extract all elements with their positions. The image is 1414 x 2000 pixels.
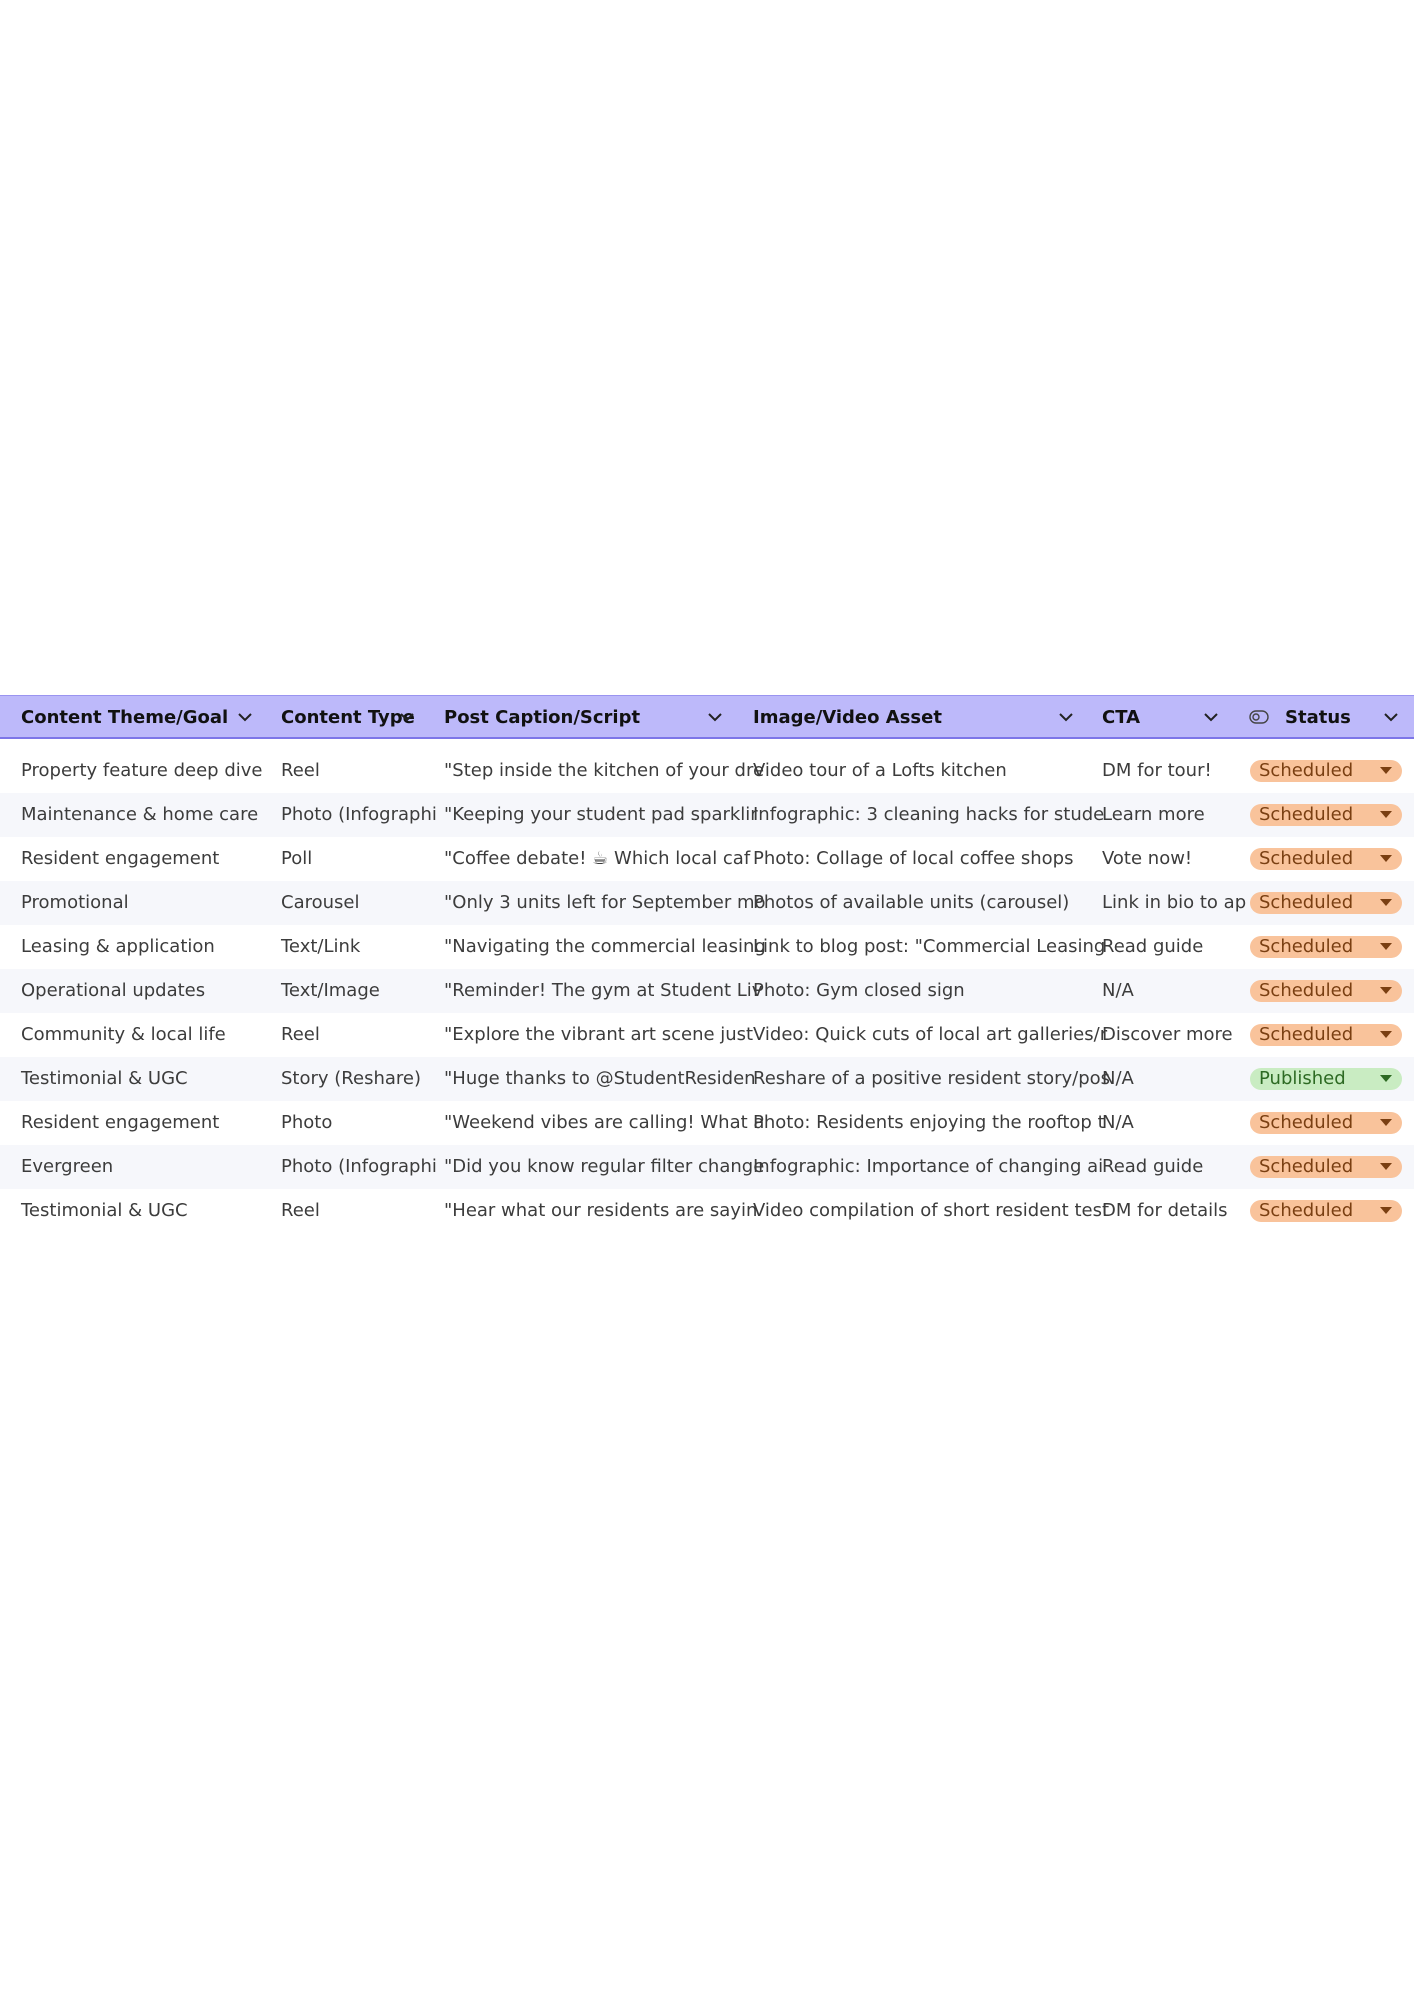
cell-type[interactable]: Text/Link: [281, 936, 361, 957]
cell-cta[interactable]: Link in bio to ap: [1102, 892, 1247, 913]
table-row[interactable]: [0, 1013, 1414, 1057]
cell-type[interactable]: Photo (Infographi: [281, 804, 437, 825]
cell-type[interactable]: Photo (Infographi: [281, 1156, 437, 1177]
cell-type[interactable]: Reel: [281, 1024, 320, 1045]
table-row[interactable]: [0, 881, 1414, 925]
cell-caption[interactable]: "Did you know regular filter change: [444, 1156, 765, 1177]
status-label: Scheduled: [1259, 1112, 1354, 1133]
cell-theme[interactable]: Community & local life: [21, 1024, 226, 1045]
cell-cta[interactable]: N/A: [1102, 980, 1134, 1001]
column-header-cta[interactable]: [1102, 696, 1192, 738]
column-header-status[interactable]: [1249, 696, 1369, 738]
caret-down-icon[interactable]: [1380, 1207, 1392, 1214]
table-row[interactable]: [0, 1189, 1414, 1233]
cell-theme[interactable]: Promotional: [21, 892, 129, 913]
status-label: Published: [1259, 1068, 1346, 1089]
chevron-down-icon[interactable]: [1382, 708, 1400, 726]
status-badge[interactable]: [1250, 760, 1402, 782]
caret-down-icon[interactable]: [1380, 811, 1392, 818]
table-row[interactable]: [0, 749, 1414, 793]
chevron-down-icon[interactable]: [706, 708, 724, 726]
column-header-label: Status: [1285, 706, 1351, 728]
cell-asset[interactable]: Video tour of a Lofts kitchen: [753, 760, 1007, 781]
cell-type[interactable]: Reel: [281, 760, 320, 781]
cell-asset[interactable]: Photos of available units (carousel): [753, 892, 1070, 913]
caret-down-icon[interactable]: [1380, 1119, 1392, 1126]
cell-caption[interactable]: "Only 3 units left for September mo: [444, 892, 766, 913]
column-header-label: Content Type: [281, 706, 415, 728]
caret-down-icon[interactable]: [1380, 943, 1392, 950]
table-row[interactable]: [0, 1101, 1414, 1145]
cell-asset[interactable]: Video: Quick cuts of local art galleries/r: [753, 1024, 1108, 1045]
status-label: Scheduled: [1259, 760, 1354, 781]
cell-theme[interactable]: Testimonial & UGC: [21, 1200, 188, 1221]
status-label: Scheduled: [1259, 980, 1354, 1001]
cell-theme[interactable]: Testimonial & UGC: [21, 1068, 188, 1089]
column-header-label: CTA: [1102, 706, 1141, 728]
cell-caption[interactable]: "Reminder! The gym at Student Liv: [444, 980, 763, 1001]
status-badge[interactable]: [1250, 804, 1402, 826]
cell-asset[interactable]: Photo: Residents enjoying the rooftop t: [753, 1112, 1105, 1133]
status-label: Scheduled: [1259, 892, 1354, 913]
table-header: [0, 695, 1414, 739]
status-badge[interactable]: [1250, 1200, 1402, 1222]
table-row[interactable]: [0, 837, 1414, 881]
status-badge[interactable]: [1250, 1156, 1402, 1178]
cell-cta[interactable]: DM for tour!: [1102, 760, 1212, 781]
cell-caption[interactable]: "Hear what our residents are sayin: [444, 1200, 758, 1221]
chevron-down-icon[interactable]: [1202, 708, 1220, 726]
status-label: Scheduled: [1259, 1024, 1354, 1045]
cell-caption[interactable]: "Coffee debate! ☕ Which local caf: [444, 848, 751, 869]
table-row[interactable]: [0, 1057, 1414, 1101]
caret-down-icon[interactable]: [1380, 855, 1392, 862]
status-label: Scheduled: [1259, 848, 1354, 869]
cell-asset[interactable]: Infographic: Importance of changing ai: [753, 1156, 1104, 1177]
cell-cta[interactable]: Discover more: [1102, 1024, 1233, 1045]
cell-cta[interactable]: Read guide: [1102, 1156, 1204, 1177]
status-label: Scheduled: [1259, 804, 1354, 825]
cell-type[interactable]: Story (Reshare): [281, 1068, 421, 1089]
cell-type[interactable]: Poll: [281, 848, 313, 869]
status-badge[interactable]: [1250, 892, 1402, 914]
cell-caption[interactable]: "Navigating the commercial leasing: [444, 936, 766, 957]
cell-cta[interactable]: Learn more: [1102, 804, 1205, 825]
caret-down-icon[interactable]: [1380, 1031, 1392, 1038]
status-label: Scheduled: [1259, 1200, 1354, 1221]
cell-asset[interactable]: Photo: Collage of local coffee shops: [753, 848, 1074, 869]
column-header-caption[interactable]: [444, 696, 694, 738]
chevron-down-icon[interactable]: [236, 708, 254, 726]
cell-caption[interactable]: "Step inside the kitchen of your dre: [444, 760, 765, 781]
cell-cta[interactable]: N/A: [1102, 1068, 1134, 1089]
cell-type[interactable]: Carousel: [281, 892, 360, 913]
column-header-label: Image/Video Asset: [753, 706, 942, 728]
cell-caption[interactable]: "Explore the vibrant art scene just: [444, 1024, 754, 1045]
cell-theme[interactable]: Operational updates: [21, 980, 206, 1001]
cell-cta[interactable]: Read guide: [1102, 936, 1204, 957]
cell-theme[interactable]: Resident engagement: [21, 848, 220, 869]
status-badge[interactable]: [1250, 848, 1402, 870]
cell-type[interactable]: Reel: [281, 1200, 320, 1221]
caret-down-icon[interactable]: [1380, 987, 1392, 994]
status-badge[interactable]: [1250, 1068, 1402, 1090]
table-body: [0, 749, 1414, 1233]
caret-down-icon[interactable]: [1380, 767, 1392, 774]
cell-caption[interactable]: "Keeping your student pad sparklir: [444, 804, 758, 825]
cell-type[interactable]: Photo: [281, 1112, 333, 1133]
column-header-label: Content Theme/Goal: [21, 706, 229, 728]
status-badge[interactable]: [1250, 1024, 1402, 1046]
caret-down-icon[interactable]: [1380, 899, 1392, 906]
cell-theme[interactable]: Evergreen: [21, 1156, 114, 1177]
status-badge[interactable]: [1250, 980, 1402, 1002]
cell-theme[interactable]: Maintenance & home care: [21, 804, 259, 825]
cell-cta[interactable]: N/A: [1102, 1112, 1134, 1133]
status-badge[interactable]: [1250, 1112, 1402, 1134]
cell-theme[interactable]: Property feature deep dive: [21, 760, 263, 781]
column-header-theme[interactable]: [21, 696, 236, 738]
column-header-label: Post Caption/Script: [444, 706, 641, 728]
chevron-down-icon[interactable]: [398, 708, 416, 726]
cell-cta[interactable]: Vote now!: [1102, 848, 1193, 869]
cell-caption[interactable]: "Weekend vibes are calling! What a: [444, 1112, 765, 1133]
cell-asset[interactable]: Reshare of a positive resident story/pos: [753, 1068, 1111, 1089]
cell-asset[interactable]: Video compilation of short resident test: [753, 1200, 1110, 1221]
status-badge[interactable]: [1250, 936, 1402, 958]
cell-cta[interactable]: DM for details: [1102, 1200, 1228, 1221]
table-row[interactable]: [0, 969, 1414, 1013]
cell-asset[interactable]: Link to blog post: "Commercial Leasing: [753, 936, 1106, 957]
cell-caption[interactable]: "Huge thanks to @StudentResiden: [444, 1068, 756, 1089]
chevron-down-icon[interactable]: [1057, 708, 1075, 726]
content-calendar-table: [0, 695, 1414, 1233]
status-label: Scheduled: [1259, 936, 1354, 957]
cell-type[interactable]: Text/Image: [281, 980, 380, 1001]
cell-asset[interactable]: Infographic: 3 cleaning hacks for stude: [753, 804, 1105, 825]
caret-down-icon[interactable]: [1380, 1075, 1392, 1082]
cell-theme[interactable]: Resident engagement: [21, 1112, 220, 1133]
toggle-icon: [1249, 710, 1269, 724]
column-header-type[interactable]: [281, 696, 415, 738]
table-row[interactable]: [0, 793, 1414, 837]
cell-theme[interactable]: Leasing & application: [21, 936, 215, 957]
caret-down-icon[interactable]: [1380, 1163, 1392, 1170]
column-header-asset[interactable]: [753, 696, 1043, 738]
status-label: Scheduled: [1259, 1156, 1354, 1177]
table-row[interactable]: [0, 1145, 1414, 1189]
table-row[interactable]: [0, 925, 1414, 969]
cell-asset[interactable]: Photo: Gym closed sign: [753, 980, 965, 1001]
